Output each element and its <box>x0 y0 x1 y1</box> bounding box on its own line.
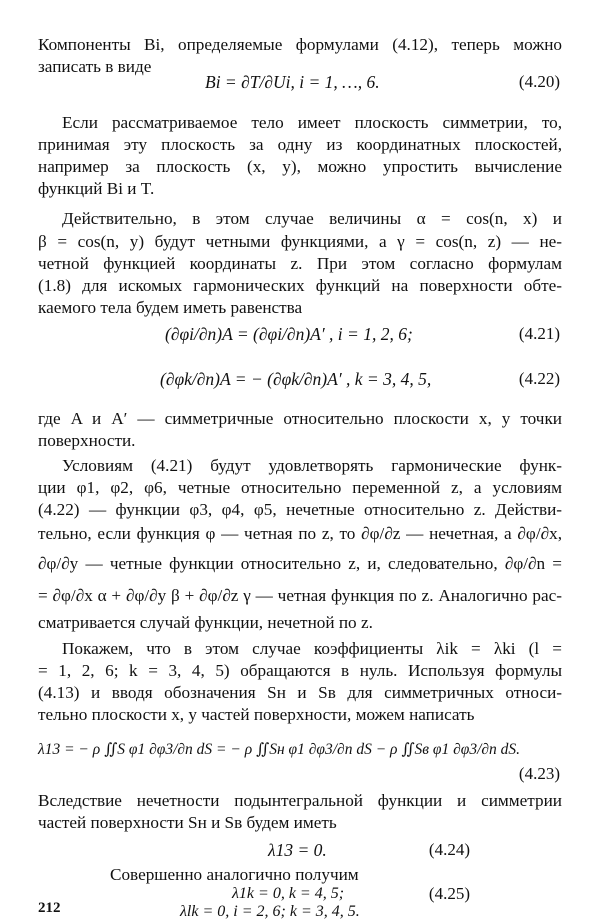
equation-number: (4.25) <box>428 884 470 903</box>
text-line: = 1, 2, 6; k = 3, 4, 5) обращаются в нуль. Используя формулы <box>38 661 562 680</box>
text-line: (4.13) и вводя обозначения Sн и Sв для симметричных относи- <box>38 683 562 702</box>
text-line: функций Bi и T. <box>38 179 155 198</box>
text-line: = ∂φ/∂x α + ∂φ/∂y β + ∂φ/∂z γ — четная функция по z. Аналогично рас- <box>38 586 562 605</box>
text-line: каемого тела будем иметь равенства <box>38 298 303 317</box>
text-line: Условиям (4.21) будут удовлетворять гармонические функ- <box>62 456 562 475</box>
text-line: ∂φ/∂y — четные функции относительно z, и, следовательно, ∂φ/∂n = <box>38 554 562 573</box>
text-line: поверхности. <box>38 431 136 450</box>
text-line: например за плоскость (x, y), можно упростить вычисление <box>38 157 562 176</box>
text-line: (1.8) для искомых гармонических функций на поверхности обте- <box>38 276 562 295</box>
text-line: тельно плоскости x, y частей поверхности, можем написать <box>38 705 475 724</box>
text-line: β = cos(n, y) будут четными функциями, а γ = cos(n, z) — не- <box>38 232 562 251</box>
text-line: Компоненты Bi, определяемые формулами (4.12), теперь можно <box>38 35 562 54</box>
equation-4-25a: λ1k = 0, k = 4, 5; <box>232 885 345 902</box>
equation-number: (4.24) <box>428 840 470 859</box>
text-line: записать в виде <box>38 57 152 76</box>
text-line: Покажем, что в этом случае коэффициенты λik = λki (l = <box>62 639 562 658</box>
equation-number: (4.22) <box>518 369 560 388</box>
text-line: ции φ1, φ2, φ6, четные относительно переменной z, а условиям <box>38 478 562 497</box>
text-line: Действительно, в этом случае величины α = cos(n, x) и <box>62 209 562 228</box>
equation-4-24: λ13 = 0. <box>268 840 327 860</box>
text-line: четной функцией координаты z. При этом согласно формулам <box>38 254 562 273</box>
equation-4-25b: λlk = 0, i = 2, 6; k = 3, 4, 5. <box>180 903 360 920</box>
equation-number: (4.20) <box>518 72 560 91</box>
text-line: частей поверхности Sн и Sв будем иметь <box>38 813 337 832</box>
equation-4-23: λ13 = − ρ ∬S φ1 ∂φ3/∂n dS = − ρ ∬Sн φ1 ∂φ3/∂n dS − ρ ∬Sв φ1 ∂φ3/∂n dS. <box>38 741 521 758</box>
equation-number: (4.23) <box>518 764 560 783</box>
text-line: Совершенно аналогично получим <box>110 865 359 884</box>
text-line: принимая эту плоскость за одну из координатных плоскостей, <box>38 135 562 154</box>
equation-4-22: (∂φk/∂n)A = − (∂φk/∂n)A′ , k = 3, 4, 5, <box>160 369 432 389</box>
text-line: где A и A′ — симметричные относительно плоскости x, y точки <box>38 409 562 428</box>
text-line: тельно, если функция φ — четная по z, то ∂φ/∂z — нечетная, а ∂φ/∂x, <box>38 524 562 543</box>
text-line: Если рассматриваемое тело имеет плоскость симметрии, то, <box>62 113 562 132</box>
text-line: сматривается случай функции, нечетной по z. <box>38 613 373 632</box>
equation-number: (4.21) <box>518 324 560 343</box>
equation-4-21: (∂φi/∂n)A = (∂φi/∂n)A′ , i = 1, 2, 6; <box>165 324 413 344</box>
equation-4-20: Bi = ∂T/∂Ui, i = 1, …, 6. <box>205 72 380 92</box>
text-line: Вследствие нечетности подынтегральной функции и симметрии <box>38 791 562 810</box>
text-line: (4.22) — функции φ3, φ4, φ5, нечетные относительно z. Действи- <box>38 500 562 519</box>
page-number: 212 <box>38 900 61 916</box>
